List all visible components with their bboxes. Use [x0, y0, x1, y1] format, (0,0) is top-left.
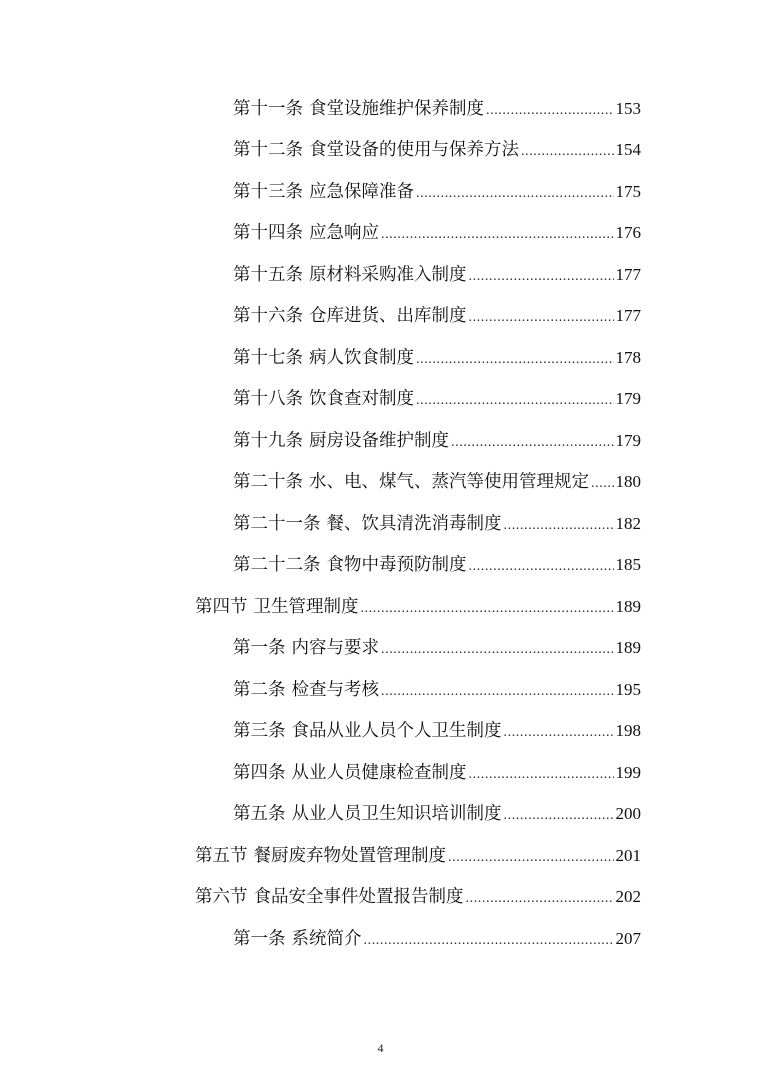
toc-entry-number: 第十五条 — [233, 264, 303, 285]
toc-dot-leader — [416, 187, 614, 201]
toc-article-entry[interactable] — [0, 254, 761, 296]
toc-entry-title: 病人饮食制度 — [309, 347, 414, 368]
toc-entry-line — [233, 681, 641, 700]
toc-entry-title: 应急保障准备 — [309, 181, 414, 202]
toc-dot-leader — [504, 519, 614, 533]
toc-entry-line — [195, 847, 641, 866]
toc-entry-number: 第十二条 — [233, 140, 303, 160]
toc-entry-number: 第十九条 — [233, 430, 303, 451]
toc-entry-line — [233, 556, 641, 575]
toc-article-entry[interactable] — [0, 462, 761, 504]
page-number: 4 — [377, 1041, 384, 1055]
toc-entry-title: 应急响应 — [309, 223, 379, 243]
toc-entry-number: 第十六条 — [233, 306, 303, 326]
toc-entry-title: 原材料采购准入制度 — [309, 264, 467, 285]
toc-entry-line — [233, 515, 641, 534]
toc-entry-number: 第五条 — [233, 804, 286, 824]
toc-section-entry[interactable] — [0, 835, 761, 877]
toc-entry-page: 189 — [615, 638, 641, 657]
toc-entry-line — [233, 639, 641, 658]
toc-entry-line — [233, 100, 641, 119]
toc-entry-page: 154 — [615, 140, 641, 159]
toc-article-entry[interactable] — [0, 918, 761, 960]
toc-entry-number: 第二十二条 — [233, 555, 321, 575]
toc-entry-title: 食堂设施维护保养制度 — [309, 98, 484, 119]
toc-entry-line — [195, 598, 641, 617]
toc-article-entry[interactable] — [0, 296, 761, 338]
toc-entry-page: 153 — [615, 98, 641, 118]
toc-entry-number: 第十八条 — [233, 389, 303, 409]
toc-entry-line — [233, 432, 641, 451]
toc-entry-line — [233, 183, 641, 202]
toc-dot-leader — [486, 104, 614, 118]
toc-article-entry[interactable] — [0, 711, 761, 753]
toc-entry-title: 食物中毒预防制度 — [326, 555, 467, 575]
toc-article-entry[interactable] — [0, 503, 761, 545]
toc-entry-page: 179 — [615, 389, 641, 408]
toc-dot-leader — [416, 353, 614, 367]
toc-entry-title: 检查与考核 — [291, 679, 379, 700]
toc-dot-leader — [591, 477, 614, 491]
toc-entry-number: 第二十一条 — [233, 513, 321, 534]
toc-entry-page: 200 — [615, 804, 641, 823]
toc-entry-page: 207 — [615, 928, 641, 948]
toc-entry-page: 199 — [615, 762, 641, 782]
toc-entry-line — [233, 349, 641, 368]
toc-article-entry[interactable] — [0, 669, 761, 711]
toc-entry-line — [195, 888, 641, 907]
toc-entry-number: 第一条 — [233, 928, 286, 949]
toc-entry-number: 第四节 — [195, 596, 248, 617]
toc-dot-leader — [521, 145, 614, 159]
toc-entry-title: 饮食查对制度 — [309, 389, 414, 409]
toc-dot-leader — [451, 436, 614, 450]
toc-article-entry[interactable] — [0, 794, 761, 836]
toc-entry-page: 189 — [615, 596, 641, 616]
toc-article-entry[interactable] — [0, 379, 761, 421]
toc-entry-title: 从业人员卫生知识培训制度 — [291, 804, 502, 824]
toc-dot-leader — [364, 934, 614, 948]
toc-entry-number: 第四条 — [233, 762, 286, 783]
toc-dot-leader — [469, 768, 614, 782]
toc-entry-line — [233, 722, 641, 741]
toc-entry-number: 第十七条 — [233, 347, 303, 368]
toc-article-entry[interactable] — [0, 545, 761, 587]
toc-entry-title: 从业人员健康检查制度 — [291, 762, 467, 783]
toc-article-entry[interactable] — [0, 130, 761, 172]
table-of-contents — [0, 88, 761, 960]
toc-entry-title: 餐厨废弃物处置管理制度 — [253, 845, 446, 866]
toc-entry-page: 178 — [615, 347, 641, 367]
toc-entry-page: 176 — [615, 223, 641, 242]
toc-entry-page: 185 — [615, 555, 641, 574]
toc-entry-page: 198 — [615, 721, 641, 740]
toc-entry-page: 201 — [615, 845, 641, 865]
toc-entry-number: 第十四条 — [233, 223, 303, 243]
toc-entry-number: 第二条 — [233, 679, 286, 700]
toc-dot-leader — [416, 394, 614, 408]
toc-entry-line — [233, 473, 641, 492]
toc-entry-page: 195 — [615, 679, 641, 699]
toc-entry-line — [233, 930, 641, 949]
toc-dot-leader — [448, 851, 614, 865]
toc-entry-line — [233, 307, 641, 326]
toc-dot-leader — [469, 560, 614, 574]
toc-entry-number: 第一条 — [233, 638, 286, 658]
toc-entry-title: 食品从业人员个人卫生制度 — [291, 721, 502, 741]
toc-entry-number: 第十一条 — [233, 98, 303, 119]
toc-entry-number: 第三条 — [233, 721, 286, 741]
toc-entry-page: 182 — [615, 513, 641, 533]
toc-entry-title: 厨房设备维护制度 — [309, 430, 449, 451]
toc-dot-leader — [469, 311, 614, 325]
toc-dot-leader — [504, 809, 614, 823]
toc-article-entry[interactable] — [0, 628, 761, 670]
toc-article-entry[interactable] — [0, 88, 761, 130]
toc-entry-title: 水、电、煤气、蒸汽等使用管理规定 — [309, 472, 589, 492]
toc-dot-leader — [381, 685, 614, 699]
toc-entry-line — [233, 266, 641, 285]
toc-dot-leader — [361, 602, 614, 616]
toc-dot-leader — [469, 270, 614, 284]
toc-entry-title: 食品安全事件处置报告制度 — [253, 887, 464, 907]
toc-entry-line — [233, 764, 641, 783]
toc-article-entry[interactable] — [0, 752, 761, 794]
toc-article-entry[interactable] — [0, 213, 761, 255]
toc-entry-page: 202 — [615, 887, 641, 906]
toc-entry-number: 第五节 — [195, 845, 248, 866]
toc-article-entry[interactable] — [0, 337, 761, 379]
toc-entry-line — [233, 805, 641, 824]
toc-dot-leader — [466, 892, 614, 906]
toc-dot-leader — [504, 726, 614, 740]
toc-entry-line — [233, 390, 641, 409]
toc-entry-page: 177 — [615, 264, 641, 284]
toc-entry-title: 卫生管理制度 — [253, 596, 359, 617]
toc-article-entry[interactable] — [0, 171, 761, 213]
toc-entry-title: 餐、饮具清洗消毒制度 — [326, 513, 502, 534]
toc-entry-line — [233, 141, 641, 160]
toc-dot-leader — [381, 643, 614, 657]
toc-entry-title: 食堂设备的使用与保养方法 — [309, 140, 519, 160]
toc-article-entry[interactable] — [0, 420, 761, 462]
toc-entry-page: 175 — [615, 181, 641, 201]
toc-entry-title: 仓库进货、出库制度 — [309, 306, 467, 326]
toc-entry-page: 180 — [615, 472, 641, 491]
toc-dot-leader — [381, 228, 614, 242]
toc-entry-number: 第二十条 — [233, 472, 303, 492]
toc-section-entry[interactable] — [0, 877, 761, 919]
toc-entry-page: 177 — [615, 306, 641, 325]
toc-entry-line — [233, 224, 641, 243]
toc-entry-number: 第六节 — [195, 887, 248, 907]
toc-section-entry[interactable] — [0, 586, 761, 628]
toc-entry-page: 179 — [615, 430, 641, 450]
toc-entry-number: 第十三条 — [233, 181, 303, 202]
toc-entry-title: 系统简介 — [291, 928, 362, 949]
toc-entry-title: 内容与要求 — [291, 638, 379, 658]
